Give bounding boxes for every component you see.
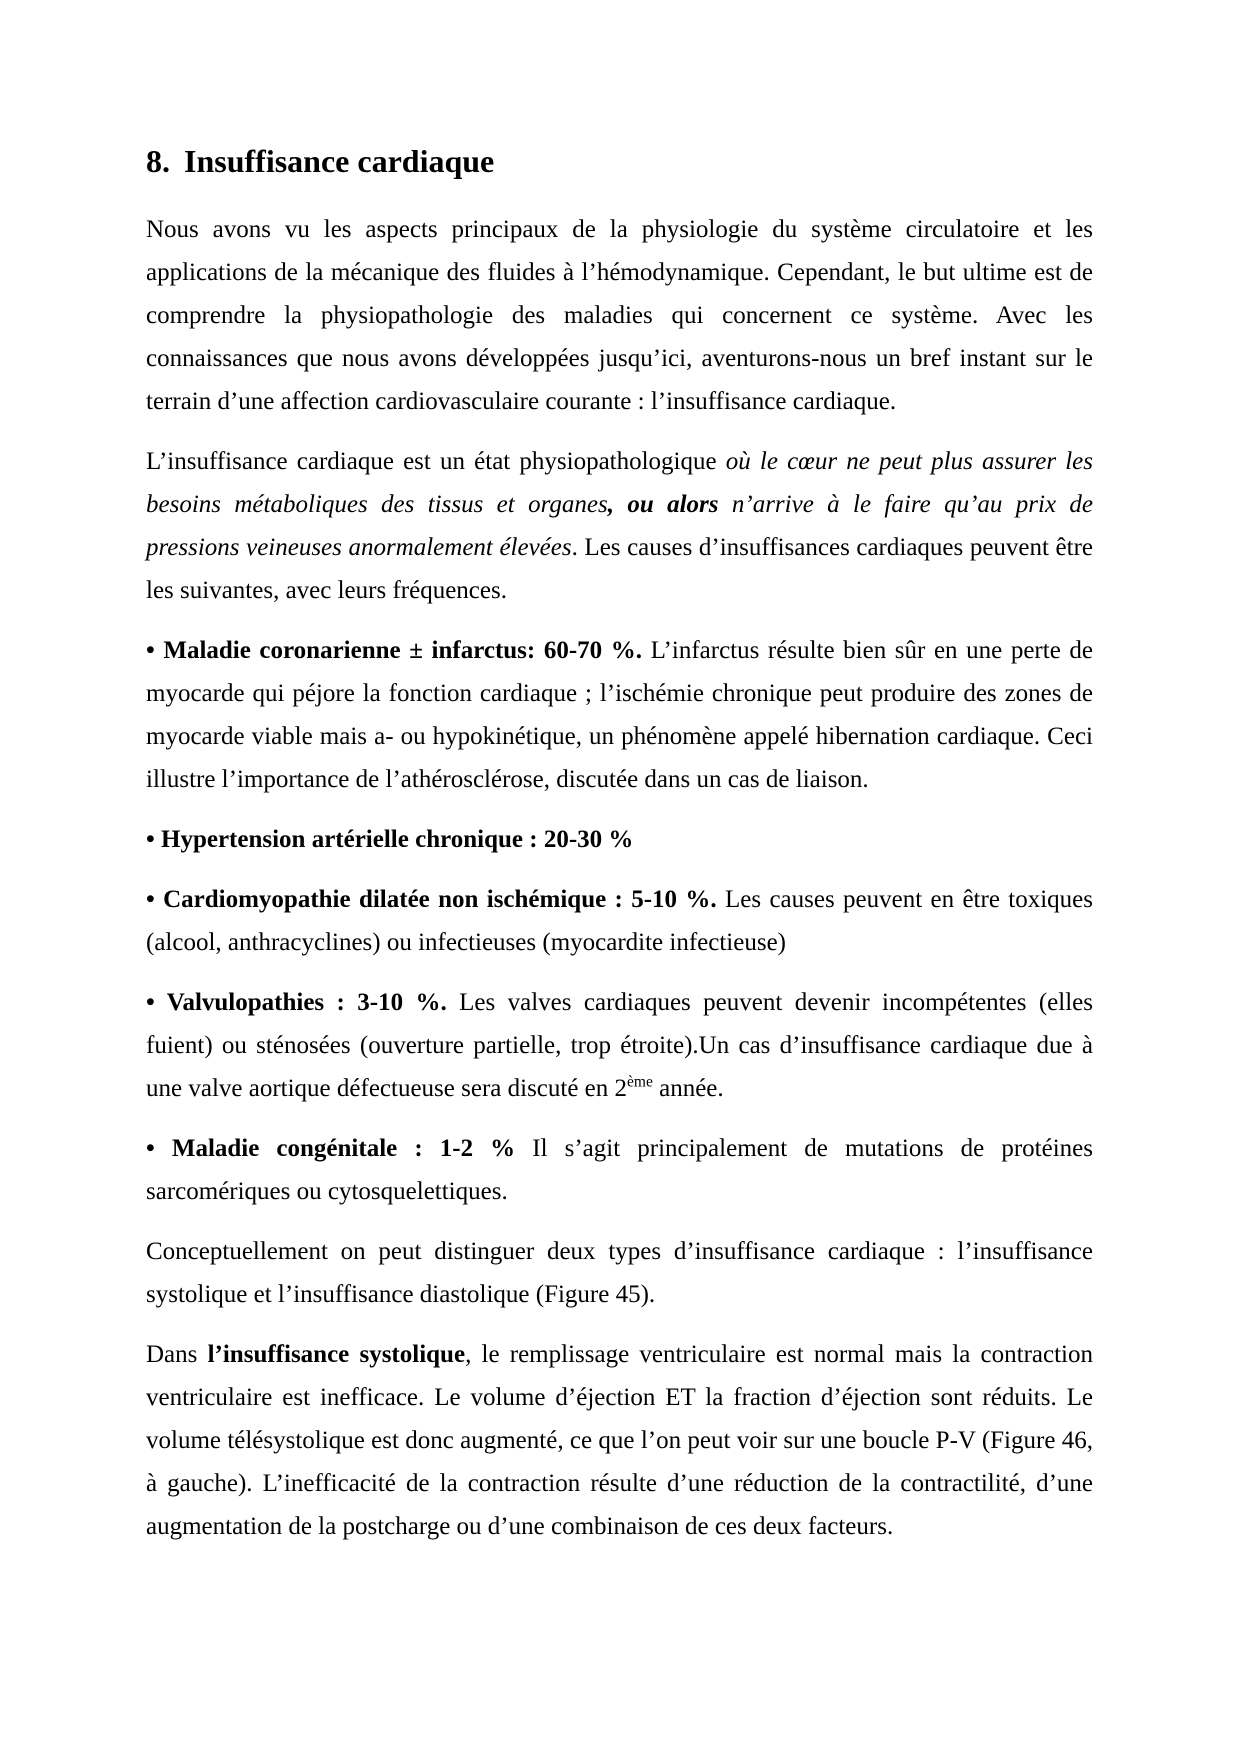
text-run: ème xyxy=(627,1073,653,1091)
text-run: où le cœur ne peut plus assurer les besoins métaboliques des tissus et organes xyxy=(146,448,1093,518)
text-run: Les valves cardiaques peuvent devenir incompétentes (elles fuient) ou sténosées (ouverture partielle, trop étroite).Un cas d’insuffisance cardiaque due à une valve aortique défectueuse sera discuté en 2 xyxy=(146,989,1093,1102)
text-run: Les causes peuvent en être toxiques (alcool, anthracyclines) ou infectieuses (myocardite infectieuse) xyxy=(146,886,1093,956)
text-run: année. xyxy=(652,1075,724,1102)
paragraph-two-types xyxy=(146,1230,1093,1316)
text-run: • Valvulopathies : 3-10 %. xyxy=(146,989,447,1016)
paragraph-systolic-failure xyxy=(146,1333,1093,1548)
text-run: . Les causes d’insuffisances cardiaques peuvent être les suivantes, avec leurs fréquences. xyxy=(146,534,1093,604)
paragraph-definition xyxy=(146,440,1093,612)
text-run: L’infarctus résulte bien sûr en une perte de myocarde qui péjore la fonction cardiaque ; l’ischémie chronique peut produire des zones de myocarde viable mais a- ou hypokinétique, un phénomène appelé hibernation cardiaque. Ceci illustre l’importance de l’athérosclérose, discutée dans un cas de liaison. xyxy=(146,637,1093,793)
section-number: 8. xyxy=(146,143,170,179)
text-run: Conceptuellement on peut distinguer deux types d’insuffisance cardiaque : l’insuffisance systolique et l’insuffisance diastolique (Figure 45). xyxy=(146,1238,1093,1308)
bullet-cardiomyopathy xyxy=(146,878,1093,964)
text-run: l’insuffisance systolique xyxy=(207,1341,466,1368)
text-run: • Maladie coronarienne ± infarctus: 60-70 %. xyxy=(146,637,642,664)
text-run: Dans xyxy=(146,1341,208,1368)
text-run: n’arrive à le faire qu’au prix de pressions veineuses anormalement élevées xyxy=(146,491,1094,561)
text-run: Nous avons vu les aspects principaux de la physiologie du système circulatoire et les applications de la mécanique des fluides à l’hémodynamique. Cependant, le but ultime est de comprendre la physiopathologie des maladies qui concernent ce système. Avec les connaissances que nous avons développées jusqu’ici, aventurons-nous un bref instant sur le terrain d’une affection cardiovasculaire courante : l’insuffisance cardiaque. xyxy=(146,216,1093,415)
text-run: • Hypertension artérielle chronique : 20-30 % xyxy=(146,826,634,853)
section-heading xyxy=(146,140,1093,182)
text-run: , le remplissage ventriculaire est normal mais la contraction ventriculaire est inefficace. Le volume d’éjection ET la fraction d’éjection sont réduits. Le volume télésystolique est donc augmenté, ce que l’on peut voir sur une boucle P-V (Figure 46, à gauche). L’inefficacité de la contraction résulte d’une réduction de la contractilité, d’une augmentation de la postcharge ou d’une combinaison de ces deux facteurs. xyxy=(146,1341,1093,1540)
bullet-congenital-disease xyxy=(146,1127,1093,1213)
text-run: • Cardiomyopathie dilatée non ischémique : 5-10 %. xyxy=(146,886,717,913)
paragraph-intro xyxy=(146,208,1093,423)
bullet-hypertension xyxy=(146,818,1093,861)
text-run: , ou alors xyxy=(607,491,719,518)
page-content xyxy=(146,140,1093,1565)
bullet-valvulopathies xyxy=(146,981,1093,1110)
bullet-coronary-disease xyxy=(146,629,1093,801)
text-run: • Maladie congénitale : 1-2 % xyxy=(146,1135,516,1162)
text-run: L’insuffisance cardiaque est un état physiopathologique xyxy=(146,448,726,475)
text-run: Il s’agit principalement de mutations de protéines sarcomériques ou cytosquelettiques. xyxy=(146,1135,1093,1205)
section-title: Insuffisance cardiaque xyxy=(184,143,495,179)
